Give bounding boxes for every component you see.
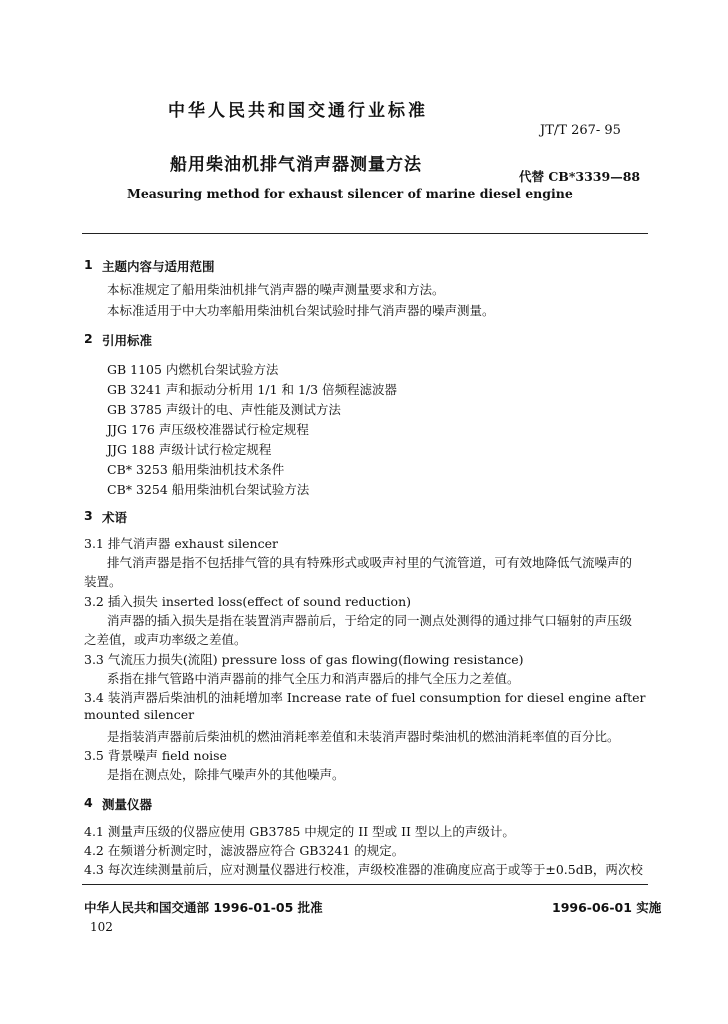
page-number: 102 [90,920,113,934]
term-heading: 3.2 插入损失 inserted loss(effect of sound reduction) [84,594,412,609]
term-heading: 3.4 装消声器后柴油机的油耗增加率 Increase rate of fuel consumption for diesel engine after [84,690,646,705]
reference-item: JJG 188 声级计试行检定规程 [107,442,272,457]
section-2-title: 引用标准 [102,333,153,348]
reference-item: CB* 3253 船用柴油机技术条件 [107,462,285,477]
section-3-number: 3 [84,508,93,523]
section-1-number: 1 [84,257,93,272]
approval-note: 中华人民共和国交通部 1996-01-05 批准 [84,900,323,915]
reference-item: GB 1105 内燃机台架试验方法 [107,362,279,377]
footer-divider [82,884,648,885]
standard-category: 中华人民共和国交通行业标准 [168,101,428,121]
term-heading: mounted silencer [84,707,195,722]
term-definition: 排气消声器是指不包括排气管的具有特殊形式或吸声衬里的气流管道，可有效地降低气流噪声的 [107,555,633,570]
section-2-number: 2 [84,331,93,346]
instrument-clause: 4.2 在频谱分析测定时，滤波器应符合 GB3241 的规定。 [84,843,405,858]
section-3-title: 术语 [102,510,128,525]
section-4-number: 4 [84,795,93,810]
term-definition: 系指在排气管路中消声器前的排气全压力和消声器后的排气全压力之差值。 [107,671,520,686]
header-divider [82,233,648,234]
replaces-standard: 代替 CB*3339—88 [519,169,641,184]
term-heading: 3.3 气流压力损失(流阻) pressure loss of gas flowing(flowing resistance) [84,652,524,667]
section-1-paragraph: 本标准适用于中大功率船用柴油机台架试验时排气消声器的噪声测量。 [107,303,495,318]
section-4-title: 测量仪器 [102,797,153,812]
term-heading: 3.1 排气消声器 exhaust silencer [84,536,278,551]
term-definition: 之差值，或声功率级之差值。 [84,632,247,647]
reference-item: GB 3241 声和振动分析用 1/1 和 1/3 倍频程滤波器 [107,382,398,397]
instrument-clause: 4.3 每次连续测量前后，应对测量仪器进行校准，声级校准器的准确度应高于或等于±0.5dB，两次校 [84,862,643,877]
reference-item: JJG 176 声压级校准器试行检定规程 [107,422,309,437]
implementation-date: 1996-06-01 实施 [552,900,662,915]
term-definition: 消声器的插入损失是指在装置消声器前后，于给定的同一测点处测得的通过排气口辐射的声压级 [107,613,633,628]
instrument-clause: 4.1 测量声压级的仪器应使用 GB3785 中规定的 II 型或 II 型以上的声级计。 [84,824,515,839]
section-1-title: 主题内容与适用范围 [102,259,215,274]
reference-item: GB 3785 声级计的电、声性能及测试方法 [107,402,341,417]
term-heading: 3.5 背景噪声 field noise [84,748,227,763]
term-definition: 装置。 [84,574,122,589]
term-definition: 是指在测点处，除排气噪声外的其他噪声。 [107,767,345,782]
document-title-en: Measuring method for exhaust silencer of marine diesel engine [127,186,573,201]
term-definition: 是指装消声器前后柴油机的燃油消耗率差值和未装消声器时柴油机的燃油消耗率值的百分比。 [107,729,620,744]
reference-item: CB* 3254 船用柴油机台架试验方法 [107,482,310,497]
standard-code: JT/T 267- 95 [540,123,621,138]
document-title-cn: 船用柴油机排气消声器测量方法 [170,155,422,175]
section-1-paragraph: 本标准规定了船用柴油机排气消声器的噪声测量要求和方法。 [107,282,445,297]
